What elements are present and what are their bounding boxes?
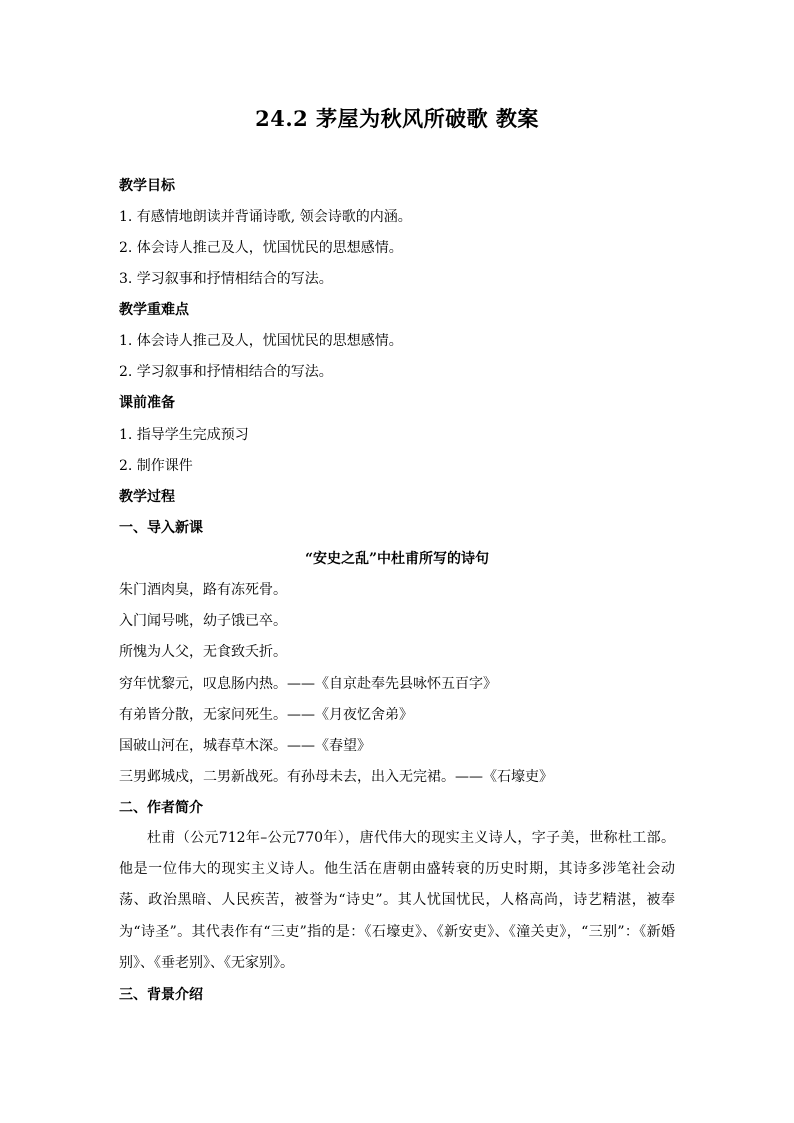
goal-item-2: 2. 体会诗人推己及人，忧国忧民的思想感情。 [119,240,403,256]
prep-item-2: 2. 制作课件 [119,458,193,474]
poem-line-4: 穷年忧黎元，叹息肠内热。——《自京赴奉先县咏怀五百字》 [119,676,497,692]
page-title: 24.2 茅屋为秋风所破歌 教案 [255,106,539,131]
process-heading: 教学过程 [119,489,175,505]
poem-line-3: 所愧为人父，无食致夭折。 [119,644,287,660]
goal-item-3: 3. 学习叙事和抒情相结合的写法。 [119,271,333,287]
key-point-item-2: 2. 学习叙事和抒情相结合的写法。 [119,364,333,380]
poem-subtitle: “安史之乱”中杜甫所写的诗句 [304,551,490,567]
part1-heading: 一、导入新课 [119,520,203,536]
key-points-heading: 教学重难点 [119,302,189,318]
poem-line-5: 有弟皆分散，无家问死生。——《月夜忆舍弟》 [119,707,413,723]
poem-line-2: 入门闻号咷，幼子饿已卒。 [119,613,287,629]
prep-item-1: 1. 指导学生完成预习 [119,427,249,443]
goals-heading: 教学目标 [119,178,175,194]
goal-item-1: 1. 有感情地朗读并背诵诗歌, 领会诗歌的内涵。 [119,209,412,225]
author-paragraph: 杜甫（公元712年–公元770年），唐代伟大的现实主义诗人，字子美，世称杜工部。他是一位伟大的现实主义诗人。他生活在唐朝由盛转衰的历史时期，其诗多涉笔社会动荡、政治黑暗、人民疾苦，被誉为“诗史”。其人忧国忧民，人格高尚，诗艺精湛，被奉为“诗圣”。其代表作有“三吏”指的是：《石壕吏》、《新安吏》、《潼关吏》，“三别”：《新婚别》、《垂老别》、《无家别》。 [119,830,675,971]
poem-line-6: 国破山河在，城春草木深。——《春望》 [119,738,371,754]
poem-line-7: 三男邺城戍，二男新战死。有孙母未去，出入无完裙。——《石壕吏》 [119,769,553,785]
key-point-item-1: 1. 体会诗人推己及人，忧国忧民的思想感情。 [119,333,403,349]
part2-heading: 二、作者简介 [119,800,203,816]
prep-heading: 课前准备 [119,395,175,411]
part3-heading: 三、背景介绍 [119,987,203,1003]
poem-line-1: 朱门酒肉臭，路有冻死骨。 [119,582,287,598]
